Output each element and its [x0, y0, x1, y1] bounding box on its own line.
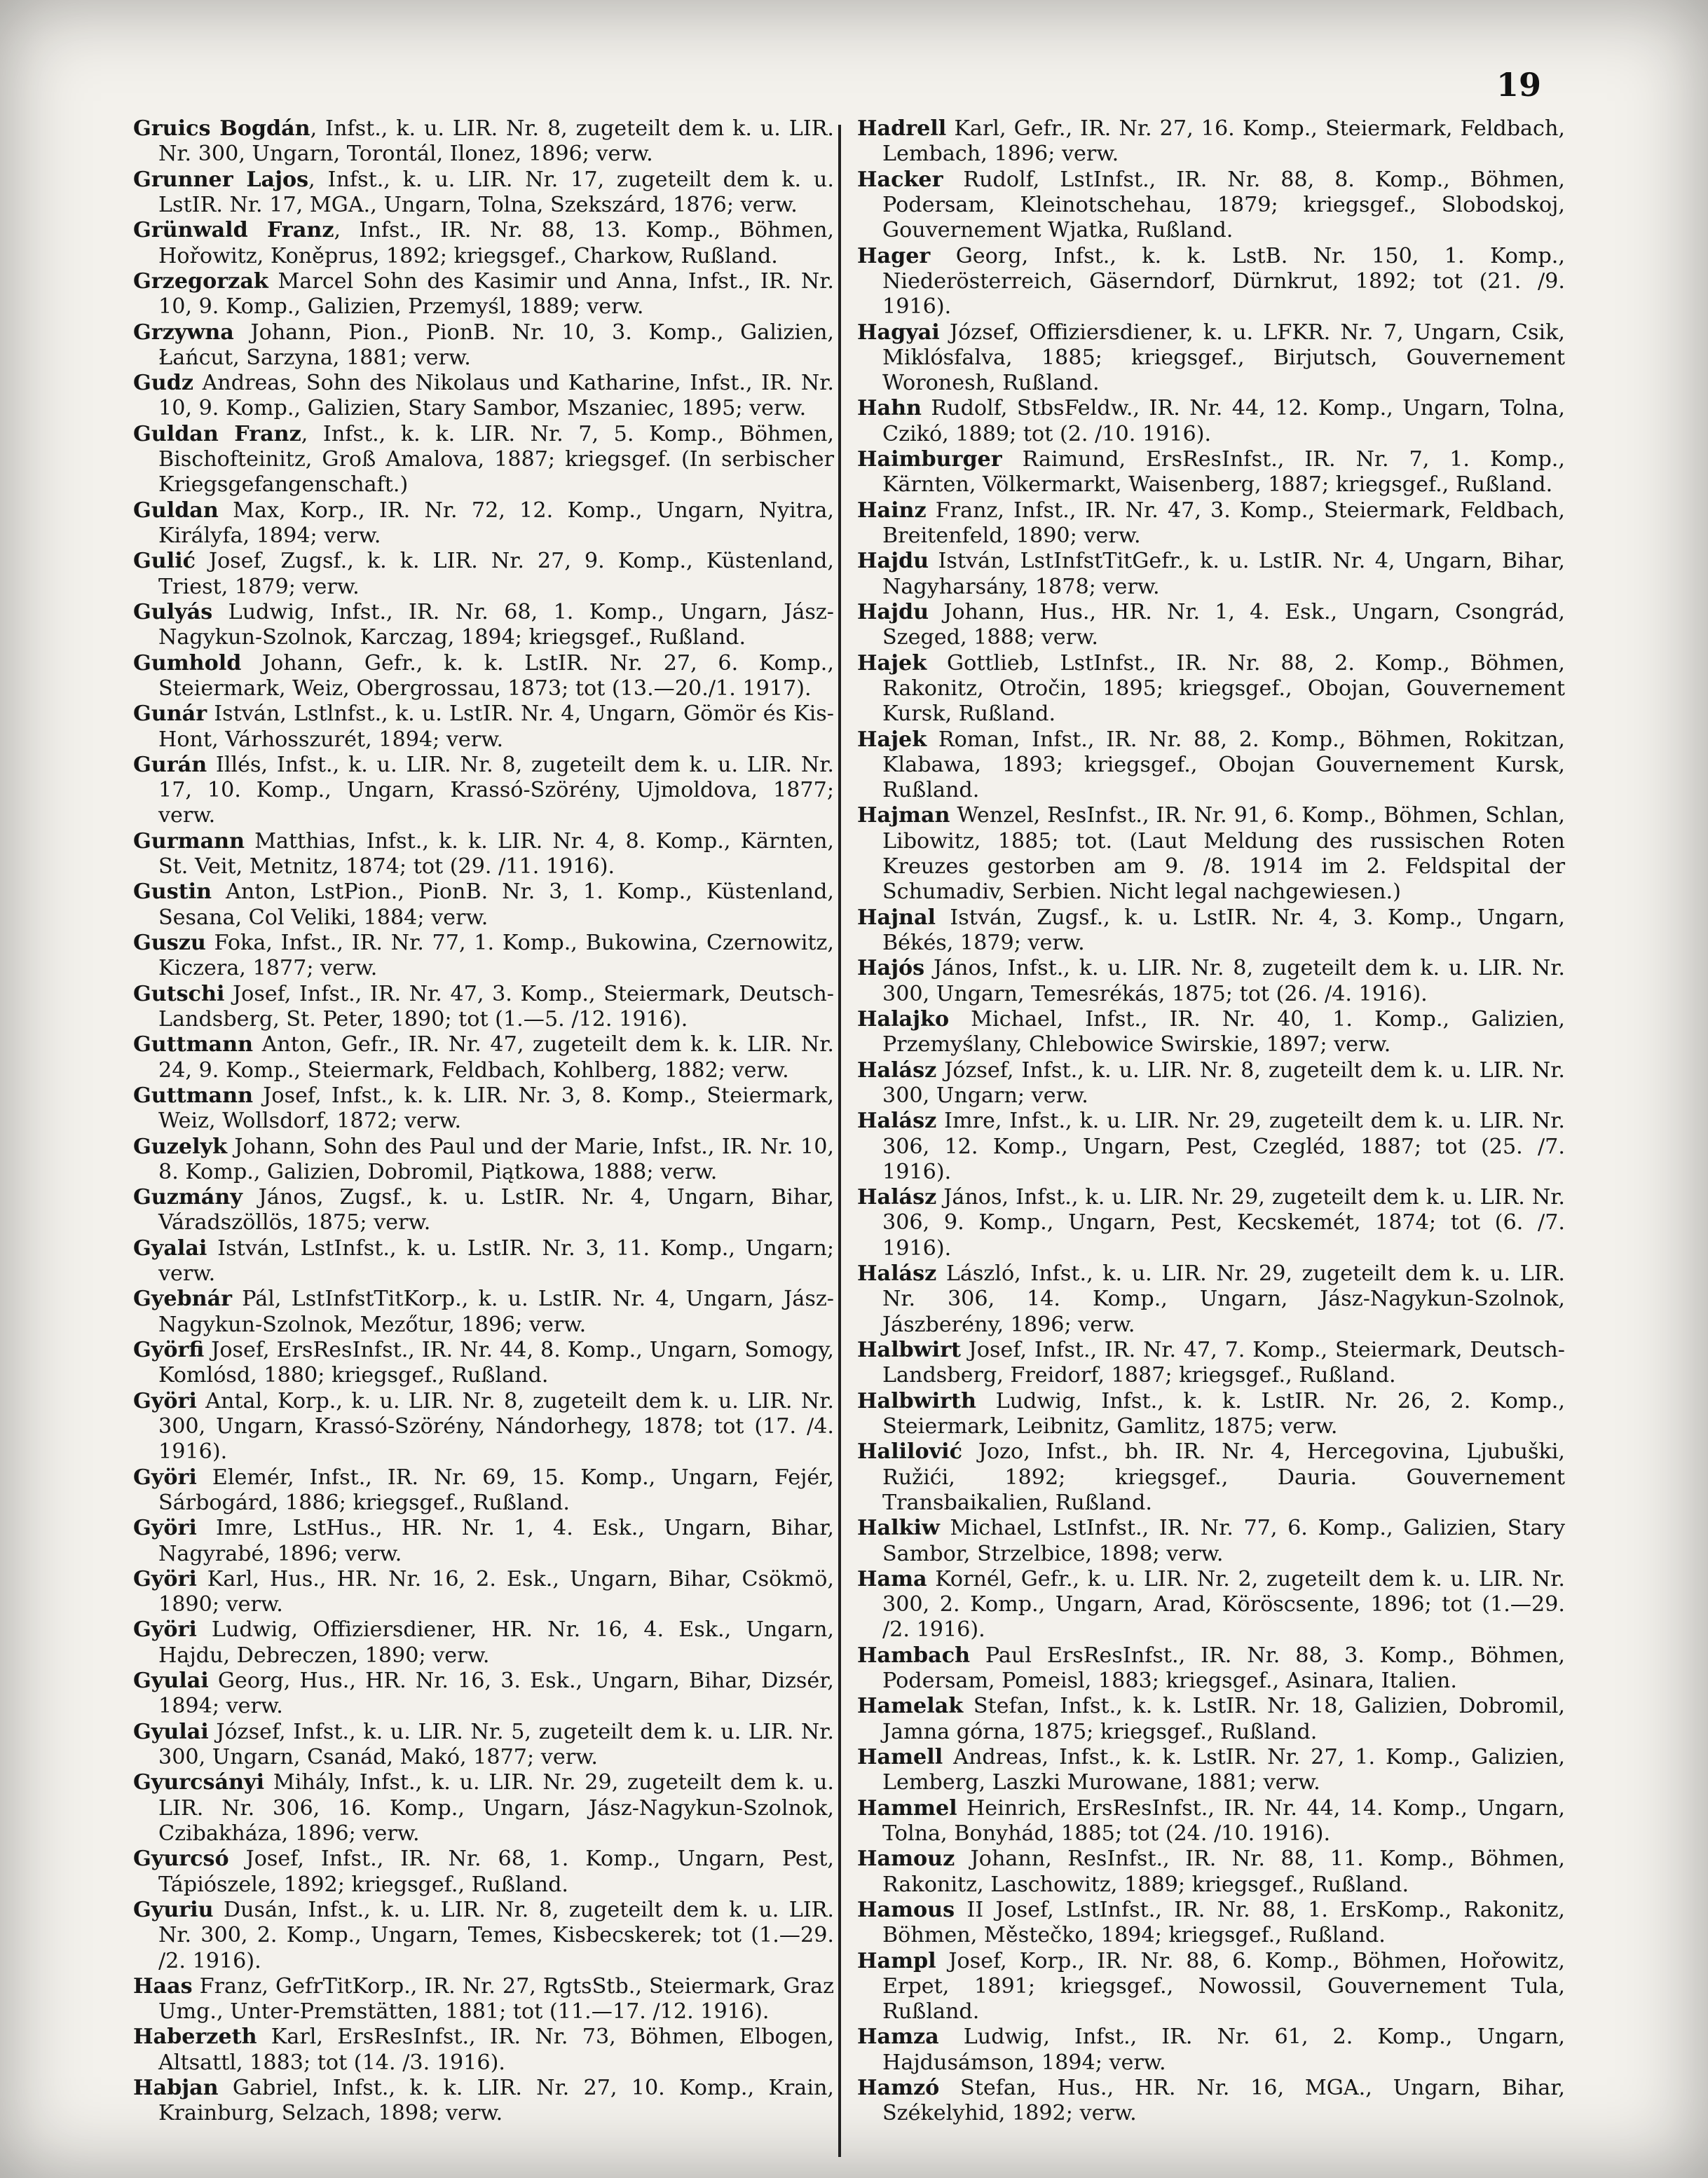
entry-details: Imre, LstHus., HR. Nr. 1, 4. Esk., Ungarn, Bihar, Nagyrabé, 1896; verw. — [158, 1516, 834, 1566]
entry-details: Johann, Pion., PionB. Nr. 10, 3. Komp., Galizien, Łańcut, Sarzyna, 1881; verw. — [158, 320, 834, 370]
entry-name: Hajós — [857, 956, 925, 981]
entry-name: Haberzeth — [133, 2025, 257, 2050]
entry-details: István, LstInfst., k. u. LstIR. Nr. 3, 11. Komp., Ungarn; verw. — [158, 1235, 834, 1287]
entry-name: Grzegorzak — [133, 268, 268, 294]
entry-name: Habjan — [133, 2076, 219, 2101]
entry-details: Illés, Infst., k. u. LIR. Nr. 8, zugeteilt dem k. u. LIR. Nr. 17, 10. Komp., Ungarn, Krassó-Szörény, Ujmoldova, 1877; verw. — [158, 752, 834, 828]
register-entry — [133, 1032, 834, 1083]
entry-name: Hajdu — [857, 549, 929, 574]
entry-name: Hamza — [857, 2025, 939, 2050]
register-entry — [133, 931, 834, 982]
entry-details: , Infst., k. u. LIR. Nr. 8, zugeteilt dem k. u. LIR. Nr. 300, Ungarn, Torontál, Ilonez, 1896; verw. — [158, 116, 835, 167]
register-entry — [857, 956, 1565, 1007]
entry-name: Gurmann — [133, 828, 245, 854]
entry-details: II Josef, LstInfst., IR. Nr. 88, 1. ErsKomp., Rakonitz, Böhmen, Městečko, 1894; kriegsgef., Rußland. — [882, 1897, 1565, 1948]
entry-details: Rudolf, StbsFeldw., IR. Nr. 44, 12. Komp., Ungarn, Tolna, Czikó, 1889; tot (2. /10. 1916). — [882, 396, 1565, 446]
entry-details: Josef, Korp., IR. Nr. 88, 6. Komp., Böhmen, Hořowitz, Erpet, 1891; kriegsgef., Nowossil, Gouvernement Tula, Rußland. — [882, 1948, 1565, 2025]
entry-details: János, Zugsf., k. u. LstIR. Nr. 4, Ungarn, Bihar, Váradszöllös, 1875; verw. — [158, 1185, 834, 1235]
entry-name: Györi — [133, 1516, 197, 1541]
entry-details: Anton, Gefr., IR. Nr. 47, zugeteilt dem k. k. LIR. Nr. 24, 9. Komp., Steiermark, Feldbach, Kohlberg, 1882; verw. — [158, 1032, 834, 1083]
register-entry — [133, 651, 834, 702]
entry-name: Gyurcsó — [133, 1847, 229, 1872]
register-entry — [857, 447, 1565, 498]
register-entry — [133, 1338, 834, 1389]
register-entry — [857, 727, 1565, 804]
entry-details: István, LstInfstTitGefr., k. u. LstIR. Nr. 4, Ungarn, Bihar, Nagyharsány, 1878; verw. — [882, 549, 1565, 599]
register-entry — [857, 167, 1565, 244]
register-entry — [133, 1236, 834, 1287]
entry-details: Rudolf, LstInfst., IR. Nr. 88, 8. Komp., Böhmen, Podersam, Kleinotschehau, 1879; kriegsgef., Slobodskoj, Gouvernement Wjatka, Rußland. — [882, 167, 1565, 243]
register-entry — [857, 1949, 1565, 2025]
register-entry — [857, 1847, 1565, 1898]
entry-details: Josef, Zugsf., k. k. LIR. Nr. 27, 9. Komp., Küstenland, Triest, 1879; verw. — [158, 549, 834, 599]
entry-details: Karl, ErsResInfst., IR. Nr. 73, Böhmen, Elbogen, Altsattl, 1883; tot (14. /3. 1916). — [158, 2025, 834, 2075]
entry-details: Anton, LstPion., PionB. Nr. 3, 1. Komp., Küstenland, Sesana, Col Veliki, 1884; verw. — [158, 879, 834, 930]
entry-name: Halász — [857, 1057, 937, 1083]
register-entry — [857, 1338, 1565, 1389]
entry-details: Johann, Hus., HR. Nr. 1, 4. Esk., Ungarn, Csongrád, Szeged, 1888; verw. — [882, 599, 1565, 650]
register-entry — [133, 167, 834, 219]
register-entry — [133, 218, 834, 269]
entry-name: Halajko — [857, 1006, 950, 1032]
register-entry — [133, 1567, 834, 1618]
entry-name: Hamell — [857, 1745, 943, 1769]
entry-details: Matthias, Infst., k. k. LIR. Nr. 4, 8. Komp., Kärnten, St. Veit, Metnitz, 1874; tot (29. /11. 1916). — [158, 828, 834, 879]
entry-details: József, Offiziersdiener, k. u. LFKR. Nr. 7, Ungarn, Csik, Miklósfalva, 1885; kriegsgef., Birjutsch, Gouvernement Woronesh, Rußland. — [882, 320, 1565, 396]
entry-name: Hajek — [857, 727, 927, 752]
entry-name: Hamouz — [857, 1847, 955, 1872]
entry-details: Roman, Infst., IR. Nr. 88, 2. Komp., Böhmen, Rokitzan, Klabawa, 1893; kriegsgef., Obojan Gouvernement Kursk, Rußland. — [882, 727, 1565, 803]
entry-details: Josef, Infst., IR. Nr. 68, 1. Komp., Ungarn, Pest, Tápiószele, 1892; kriegsgef., Rußland. — [158, 1847, 834, 1897]
entry-details: , Infst., k. k. LIR. Nr. 7, 5. Komp., Böhmen, Bischofteinitz, Groß Amalova, 1887; kriegsgef. (In serbischer Kriegsgefangenschaft.) — [158, 421, 834, 498]
entry-details: Georg, Hus., HR. Nr. 16, 3. Esk., Ungarn, Bihar, Dizsér, 1894; verw. — [158, 1669, 834, 1719]
entry-name: Haas — [133, 1973, 193, 1999]
entry-name: Gutschi — [133, 981, 225, 1006]
entry-name: Gruics Bogdán — [133, 116, 310, 141]
register-entry — [857, 320, 1565, 397]
register-entry — [857, 116, 1565, 167]
register-entry — [857, 2076, 1565, 2127]
register-entry — [857, 498, 1565, 549]
entry-name: Hajman — [857, 803, 950, 828]
register-entry — [133, 982, 834, 1033]
entry-details: Franz, GefrTitKorp., IR. Nr. 27, RgtsStb., Steiermark, Graz Umg., Unter-Premstätten, 1881; tot (11.—17. /12. 1916). — [158, 1973, 834, 2025]
entry-details: Raimund, ErsResInfst., IR. Nr. 7, 1. Komp., Kärnten, Völkermarkt, Waisenberg, 1887; kriegsgef., Rußland. — [882, 447, 1565, 498]
entry-details: Elemér, Infst., IR. Nr. 69, 15. Komp., Ungarn, Fejér, Sárbogárd, 1886; kriegsgef., Rußland. — [158, 1465, 834, 1515]
entry-name: Hainz — [857, 498, 927, 523]
entry-details: Paul ErsResInfst., IR. Nr. 88, 3. Komp., Böhmen, Podersam, Pomeisl, 1883; kriegsgef., Asinara, Italien. — [882, 1643, 1565, 1694]
entry-details: Andreas, Sohn des Nikolaus und Katharine, Infst., IR. Nr. 10, 9. Komp., Galizien, Stary Sambor, Mszaniec, 1895; verw. — [158, 371, 834, 421]
entry-details: Josef, Infst., k. k. LIR. Nr. 3, 8. Komp., Steiermark, Weiz, Wollsdorf, 1872; verw. — [158, 1083, 834, 1134]
entry-details: Ludwig, Offiziersdiener, HR. Nr. 16, 4. Esk., Ungarn, Hajdu, Debreczen, 1890; verw. — [158, 1617, 834, 1668]
register-entry — [133, 1465, 834, 1516]
entry-name: Hamzó — [857, 2076, 940, 2101]
entry-details: Georg, Infst., k. k. LstB. Nr. 150, 1. Komp., Niederösterreich, Gäserndorf, Dürnkrut, 1892; tot (21. /9. 1916). — [882, 243, 1565, 320]
entry-name: Gyurcsányi — [133, 1770, 265, 1795]
register-entry — [857, 600, 1565, 651]
entry-details: János, Infst., k. u. LIR. Nr. 29, zugeteilt dem k. u. LIR. Nr. 306, 9. Komp., Ungarn, Pest, Kecskemét, 1874; tot (6. /7. 1916). — [882, 1185, 1565, 1261]
entry-name: Hahn — [857, 396, 922, 421]
entry-details: , Infst., IR. Nr. 88, 13. Komp., Böhmen, Hořowitz, Koněprus, 1892; kriegsgef., Charkow, Rußland. — [158, 218, 834, 268]
entry-name: Gustin — [133, 879, 212, 905]
entry-name: Gunár — [133, 701, 207, 727]
entry-details: Ludwig, Infst., IR. Nr. 61, 2. Komp., Ungarn, Hajdusámson, 1894; verw. — [882, 2025, 1565, 2075]
register-entry — [133, 320, 834, 371]
entry-details: József, Infst., k. u. LIR. Nr. 8, zugeteilt dem k. u. LIR. Nr. 300, Ungarn; verw. — [882, 1057, 1565, 1108]
entry-details: Marcel Sohn des Kasimir und Anna, Infst., IR. Nr. 10, 9. Komp., Galizien, Przemyśl, 1889; verw. — [158, 268, 834, 320]
entry-details: Mihály, Infst., k. u. LIR. Nr. 29, zugeteilt dem k. u. LIR. Nr. 306, 16. Komp., Ungarn, Jász-Nagykun-Szolnok, Czibakháza, 1896; verw. — [158, 1770, 834, 1846]
entry-details: Franz, Infst., IR. Nr. 47, 3. Komp., Steiermark, Feldbach, Breitenfeld, 1890; verw. — [882, 498, 1565, 548]
page-number: 19 — [1496, 66, 1542, 104]
entry-details: Gabriel, Infst., k. k. LIR. Nr. 27, 10. Komp., Krain, Krainburg, Selzach, 1898; verw. — [158, 2076, 834, 2126]
entry-name: Hajdu — [857, 599, 929, 624]
entry-details: , Infst., k. u. LIR. Nr. 17, zugeteilt dem k. u. LstIR. Nr. 17, MGA., Ungarn, Tolna, Szekszárd, 1876; verw. — [158, 167, 834, 217]
register-entry — [857, 1185, 1565, 1261]
entry-name: Györfi — [133, 1338, 205, 1362]
register-entry — [133, 1287, 834, 1338]
register-entry — [857, 244, 1565, 320]
register-entry — [857, 1439, 1565, 1516]
register-entry — [133, 116, 834, 167]
entry-details: Antal, Korp., k. u. LIR. Nr. 8, zugeteilt dem k. u. LIR. Nr. 300, Ungarn, Krassó-Szörény, Nándorhegy, 1878; tot (17. /4. 1916). — [158, 1388, 834, 1465]
register-entry — [857, 1745, 1565, 1796]
entry-name: Halász — [857, 1109, 937, 1134]
right-column — [857, 116, 1565, 2127]
entry-name: Hampl — [857, 1948, 936, 1973]
register-entry — [857, 1058, 1565, 1109]
entry-name: Gyuriu — [133, 1897, 214, 1922]
entry-name: Györi — [133, 1617, 197, 1643]
entry-name: Halász — [857, 1261, 937, 1287]
register-entry — [857, 1389, 1565, 1440]
entry-name: Gumhold — [133, 650, 242, 676]
entry-name: Gudz — [133, 371, 193, 396]
entry-name: Guttmann — [133, 1032, 254, 1057]
entry-details: Michael, LstInfst., IR. Nr. 77, 6. Komp., Galizien, Stary Sambor, Strzelbice, 1898; verw. — [882, 1516, 1565, 1566]
register-entry — [857, 1109, 1565, 1185]
register-entry — [133, 2076, 834, 2127]
entry-name: Hama — [857, 1566, 927, 1591]
entry-name: Grunner Lajos — [133, 167, 309, 192]
entry-name: Hagyai — [857, 320, 940, 345]
register-entry — [133, 701, 834, 753]
entry-name: Grzywna — [133, 320, 234, 345]
entry-details: Wenzel, ResInfst., IR. Nr. 91, 6. Komp., Böhmen, Schlan, Libowitz, 1885; tot. (Laut Meldung des russischen Roten Kreuzes gestorben am 9. /8. 1914 im 2. Feldspital der Schumadiv, Serbien. Nicht legal nachgewiesen.) — [882, 803, 1565, 905]
register-entry — [133, 1974, 834, 2025]
register-entry — [133, 1617, 834, 1669]
entry-name: Halbwirt — [857, 1338, 961, 1362]
entry-details: Jozo, Infst., bh. IR. Nr. 4, Hercegovina, Ljubuški, Ružići, 1892; kriegsgef., Dauria. Gouvernement Transbaikalien, Rußland. — [882, 1439, 1565, 1515]
register-entry — [857, 1643, 1565, 1694]
entry-name: Gyulai — [133, 1719, 209, 1744]
entry-details: Johann, Gefr., k. k. LstIR. Nr. 27, 6. Komp., Steiermark, Weiz, Obergrossau, 1873; tot (13.—20./1. 1917). — [158, 650, 834, 701]
entry-name: Hajek — [857, 650, 927, 676]
entry-name: Hajnal — [857, 905, 936, 930]
entry-details: Ludwig, Infst., IR. Nr. 68, 1. Komp., Ungarn, Jász-Nagykun-Szolnok, Karczag, 1894; kriegsgef., Rußland. — [158, 599, 834, 650]
register-entry — [857, 803, 1565, 905]
entry-details: Max, Korp., IR. Nr. 72, 12. Komp., Ungarn, Nyitra, Királyfa, 1894; verw. — [158, 498, 834, 548]
entry-name: Hager — [857, 243, 931, 268]
register-entry — [133, 753, 834, 829]
entry-details: Michael, Infst., IR. Nr. 40, 1. Komp., Galizien, Przemyślany, Chlebowice Swirskie, 1897; verw. — [882, 1006, 1565, 1057]
register-entry — [857, 396, 1565, 447]
register-entry — [133, 1669, 834, 1720]
entry-details: Stefan, Hus., HR. Nr. 16, MGA., Ungarn, Bihar, Székelyhid, 1892; verw. — [882, 2076, 1565, 2126]
entry-details: László, Infst., k. u. LIR. Nr. 29, zugeteilt dem k. u. LIR. Nr. 306, 14. Komp., Ungarn, Jász-Nagykun-Szolnok, Jászberény, 1896; verw. — [882, 1261, 1565, 1337]
entry-name: Hadrell — [857, 116, 947, 141]
register-entry — [133, 371, 834, 422]
entry-details: Pál, LstInfstTitKorp., k. u. LstIR. Nr. 4, Ungarn, Jász-Nagykun-Szolnok, Mezőtur, 1896; verw. — [158, 1287, 834, 1337]
entry-name: Gyulai — [133, 1669, 209, 1694]
register-entry — [857, 549, 1565, 600]
entry-details: István, Zugsf., k. u. LstIR. Nr. 4, 3. Komp., Ungarn, Békés, 1879; verw. — [882, 905, 1565, 955]
register-entry — [133, 269, 834, 320]
entry-name: Guldan — [133, 498, 219, 523]
register-entry — [857, 1694, 1565, 1745]
register-entry — [857, 2025, 1565, 2076]
entry-details: Stefan, Infst., k. k. LstIR. Nr. 18, Galizien, Dobromil, Jamna górna, 1875; kriegsgef., Rußland. — [882, 1694, 1565, 1744]
register-entry — [133, 1185, 834, 1236]
register-entry — [133, 600, 834, 651]
entry-name: Halbwirth — [857, 1388, 976, 1413]
register-entry — [133, 1770, 834, 1847]
register-entry — [133, 1516, 834, 1567]
register-entry — [133, 1083, 834, 1135]
register-entry — [857, 1898, 1565, 1949]
entry-details: Josef, Infst., IR. Nr. 47, 7. Komp., Steiermark, Deutsch-Landsberg, Freidorf, 1887; kriegsgef., Rußland. — [882, 1338, 1565, 1388]
entry-details: Gottlieb, LstInfst., IR. Nr. 88, 2. Komp., Böhmen, Rakonitz, Otročin, 1895; kriegsgef., Obojan, Gouvernement Kursk, Rußland. — [882, 650, 1565, 727]
register-entry — [857, 1567, 1565, 1643]
entry-details: Dusán, Infst., k. u. LIR. Nr. 8, zugeteilt dem k. u. LIR. Nr. 300, 2. Komp., Ungarn, Temes, Kisbecskerek; tot (1.—29. /2. 1916). — [158, 1897, 834, 1973]
register-entry — [857, 1796, 1565, 1847]
register-entry — [133, 2025, 834, 2076]
entry-details: Johann, Sohn des Paul und der Marie, Infst., IR. Nr. 10, 8. Komp., Galizien, Dobromil, Piątkowa, 1888; verw. — [158, 1134, 834, 1184]
entry-details: Karl, Hus., HR. Nr. 16, 2. Esk., Ungarn, Bihar, Csökmö, 1890; verw. — [158, 1566, 834, 1617]
entry-details: Karl, Gefr., IR. Nr. 27, 16. Komp., Steiermark, Feldbach, Lembach, 1896; verw. — [882, 116, 1565, 167]
entry-name: Guldan Franz — [133, 421, 301, 446]
register-entry — [133, 1847, 834, 1898]
entry-name: Halkiw — [857, 1516, 940, 1541]
entry-name: Guszu — [133, 931, 206, 955]
entry-name: Gulić — [133, 549, 196, 574]
register-entry — [133, 422, 834, 498]
entry-details: Foka, Infst., IR. Nr. 77, 1. Komp., Bukowina, Czernowitz, Kiczera, 1877; verw. — [158, 931, 834, 981]
entry-name: Guttmann — [133, 1083, 254, 1108]
entry-details: Heinrich, ErsResInfst., IR. Nr. 44, 14. Komp., Ungarn, Tolna, Bonyhád, 1885; tot (24. /10. 1916). — [882, 1795, 1565, 1846]
register-entry — [133, 498, 834, 549]
column-divider — [838, 125, 841, 2157]
entry-details: Ludwig, Infst., k. k. LstIR. Nr. 26, 2. Komp., Steiermark, Leibnitz, Gamlitz, 1875; verw. — [882, 1388, 1565, 1439]
entry-details: Josef, Infst., IR. Nr. 47, 3. Komp., Steiermark, Deutsch-Landsberg, St. Peter, 1890; tot (1.—5. /12. 1916). — [158, 981, 834, 1032]
entry-name: Halász — [857, 1185, 937, 1210]
left-column — [133, 116, 834, 2127]
entry-name: Gyalai — [133, 1235, 207, 1261]
entry-name: Hambach — [857, 1643, 971, 1668]
entry-name: Hamelak — [857, 1694, 964, 1719]
entry-name: Gurán — [133, 752, 207, 777]
register-entry — [133, 549, 834, 600]
entry-details: István, Lstlnfst., k. u. LstIR. Nr. 4, Ungarn, Gömör és Kis-Hont, Várhosszurét, 1894; verw. — [158, 701, 834, 752]
entry-name: Gyebnár — [133, 1287, 233, 1312]
register-entry — [857, 651, 1565, 727]
register-entry — [857, 1261, 1565, 1338]
register-entry — [133, 829, 834, 880]
entry-name: Gulyás — [133, 599, 213, 624]
entry-name: Györi — [133, 1465, 197, 1490]
entry-details: Andreas, Infst., k. k. LstIR. Nr. 27, 1. Komp., Galizien, Lemberg, Laszki Murowane, 1881; verw. — [882, 1745, 1565, 1795]
register-entry — [133, 879, 834, 931]
entry-name: Györi — [133, 1388, 197, 1413]
entry-name: Halilović — [857, 1439, 963, 1465]
entry-details: Imre, Infst., k. u. LIR. Nr. 29, zugeteilt dem k. u. LIR. Nr. 306, 12. Komp., Ungarn, Pest, Czegléd, 1887; tot (25. /7. 1916). — [882, 1109, 1565, 1184]
register-entry — [857, 1516, 1565, 1567]
entry-name: Györi — [133, 1566, 197, 1591]
entry-name: Haimburger — [857, 447, 1002, 472]
entry-name: Guzmány — [133, 1185, 242, 1210]
entry-name: Hacker — [857, 167, 943, 192]
register-entry — [857, 905, 1565, 957]
entry-details: Josef, ErsResInfst., IR. Nr. 44, 8. Komp., Ungarn, Somogy, Komlósd, 1880; kriegsgef., Rußland. — [158, 1338, 834, 1388]
register-entry — [133, 1720, 834, 1771]
register-entry — [857, 1007, 1565, 1058]
entry-details: Johann, ResInfst., IR. Nr. 88, 11. Komp., Böhmen, Rakonitz, Laschowitz, 1889; kriegsgef., Rußland. — [882, 1847, 1565, 1897]
entry-details: József, Infst., k. u. LIR. Nr. 5, zugeteilt dem k. u. LIR. Nr. 300, Ungarn, Csanád, Makó, 1877; verw. — [158, 1719, 834, 1769]
entry-details: Kornél, Gefr., k. u. LIR. Nr. 2, zugeteilt dem k. u. LIR. Nr. 300, 2. Komp., Ungarn, Arad, Köröscsente, 1896; tot (1.—29. /2. 1916). — [882, 1566, 1565, 1643]
register-entry — [133, 1389, 834, 1465]
entry-name: Grünwald Franz — [133, 218, 334, 243]
entry-name: Hammel — [857, 1795, 957, 1821]
entry-name: Hamous — [857, 1897, 955, 1922]
register-entry — [133, 1898, 834, 1974]
register-entry — [133, 1135, 834, 1186]
entry-name: Guzelyk — [133, 1134, 228, 1159]
entry-details: János, Infst., k. u. LIR. Nr. 8, zugeteilt dem k. u. LIR. Nr. 300, Ungarn, Temesrékás, 1875; tot (26. /4. 1916). — [882, 956, 1565, 1006]
